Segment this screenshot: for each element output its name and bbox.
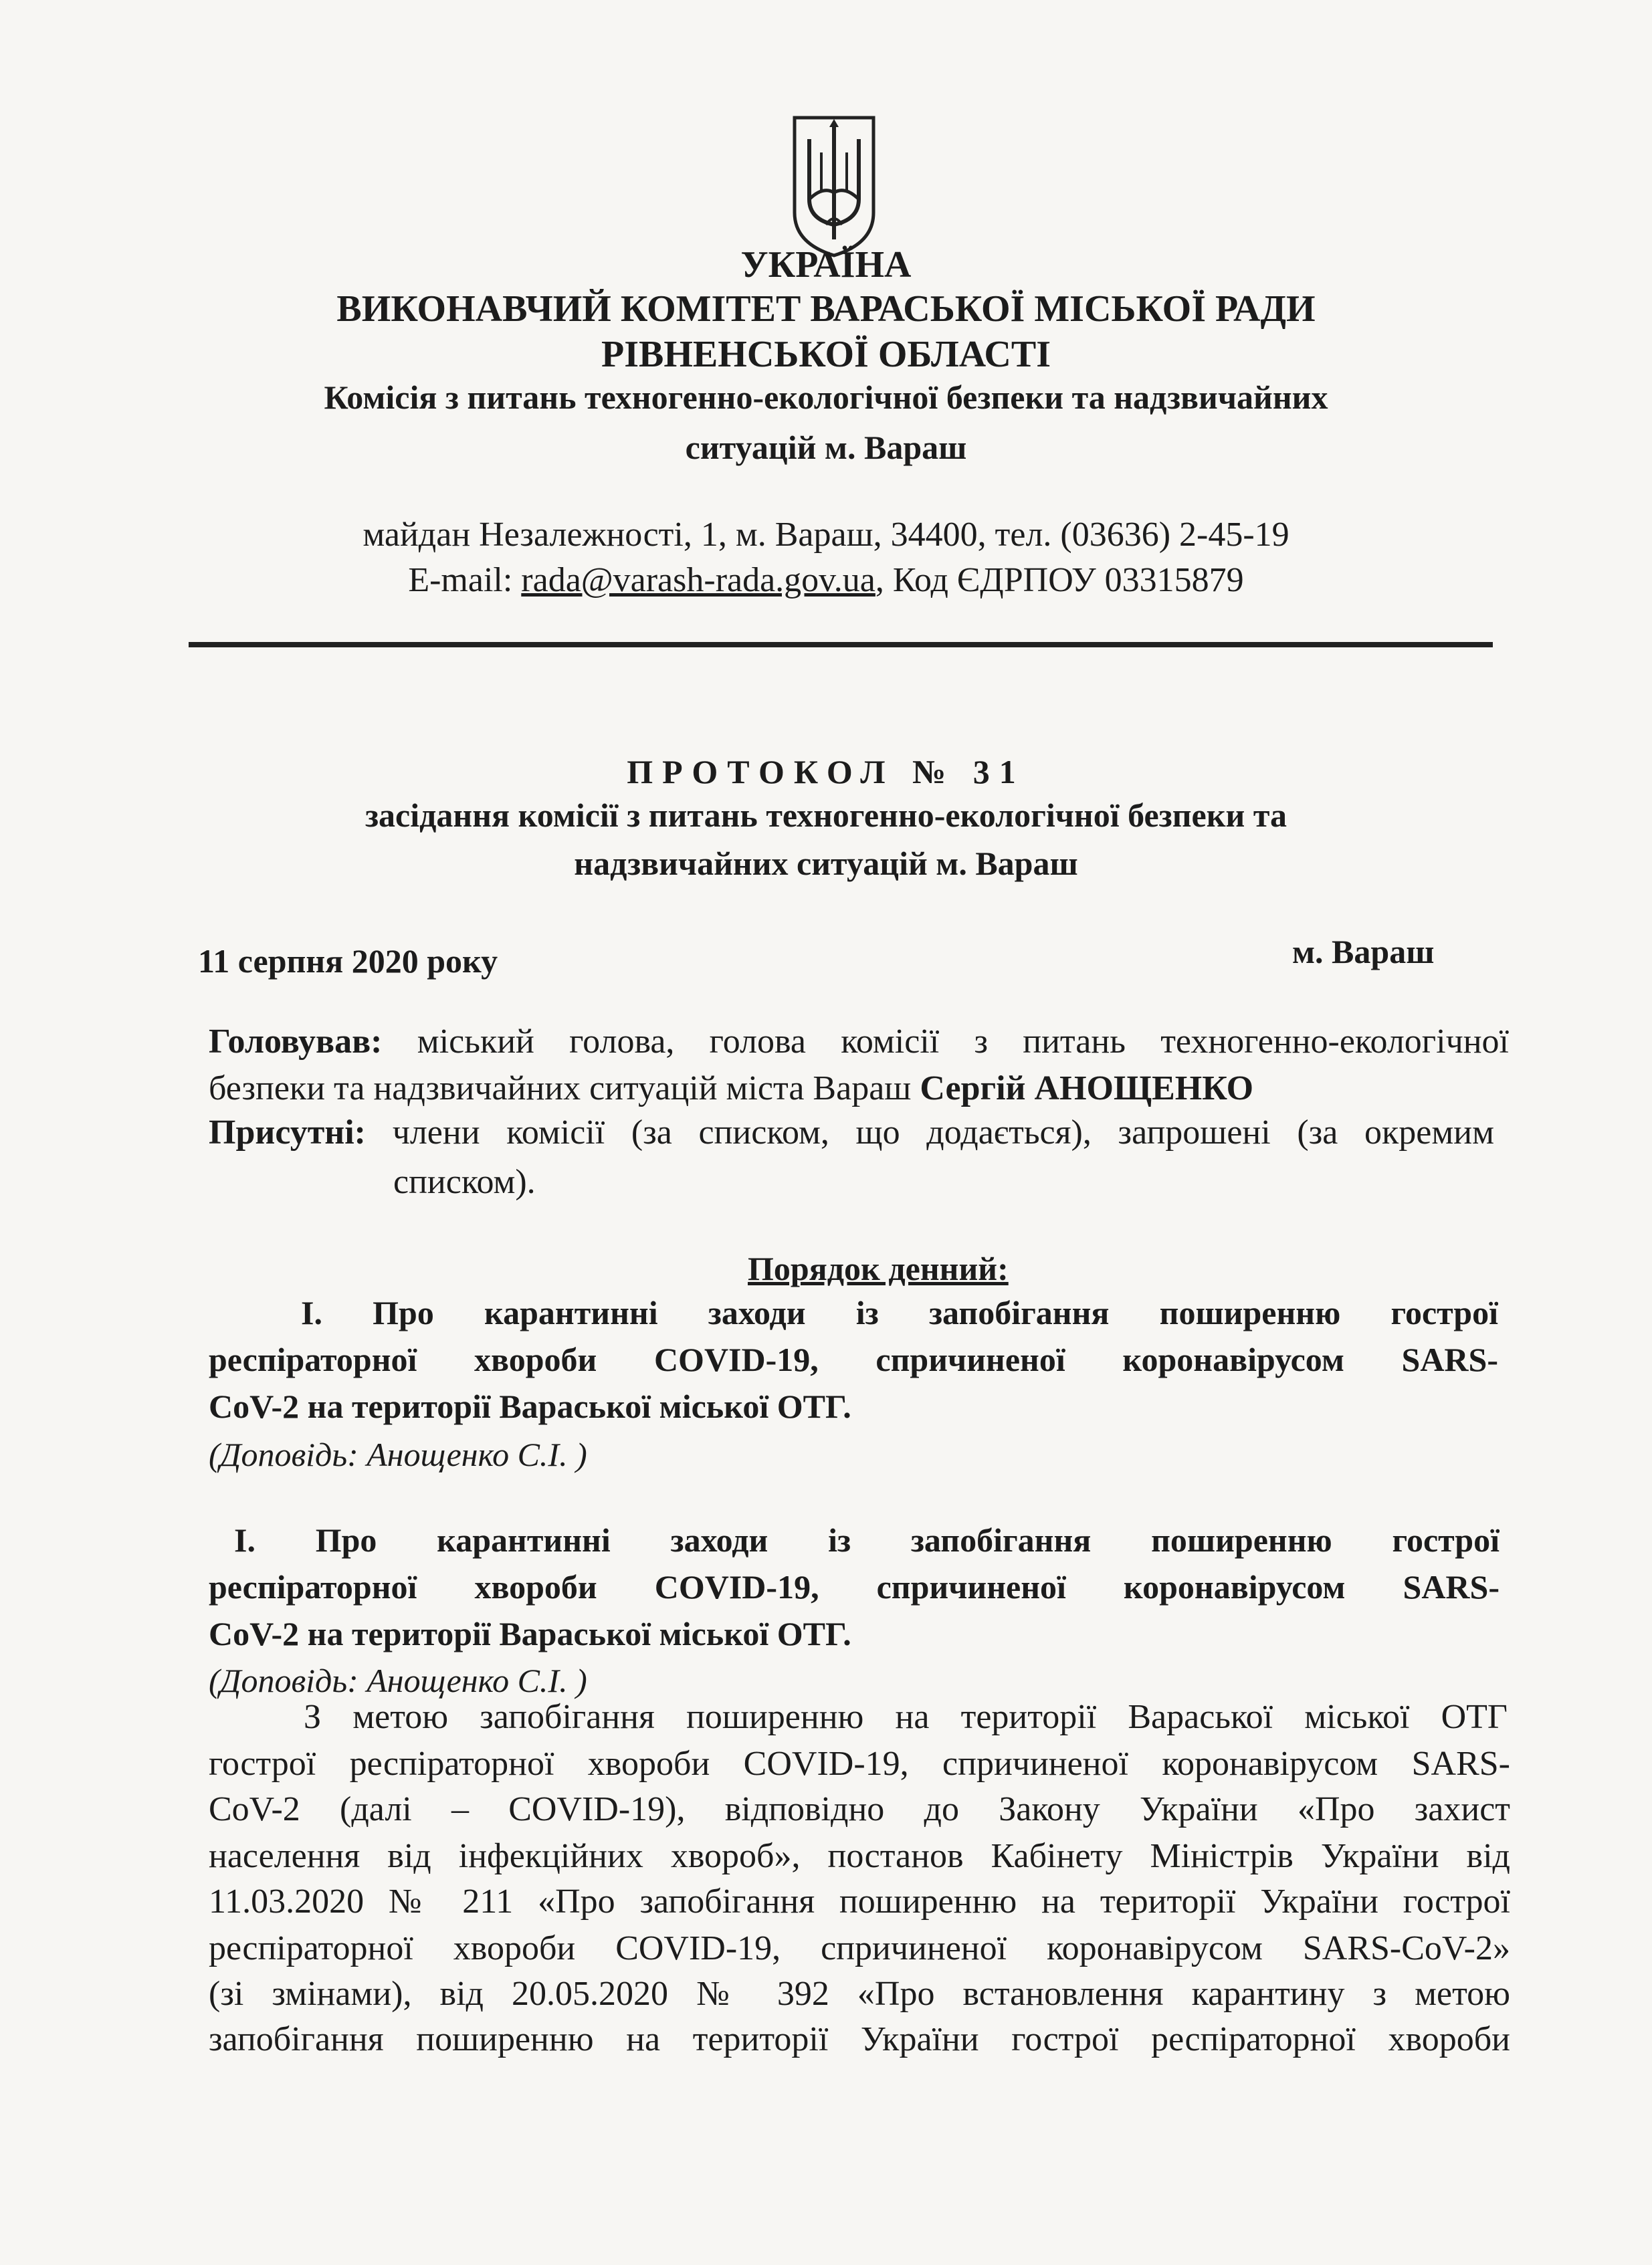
chair-name: Сергій АНОЩЕНКО — [920, 1069, 1254, 1107]
section-number: І. — [234, 1521, 255, 1559]
protocol-title: ПРОТОКОЛ № 31 — [627, 753, 1025, 790]
email-label: E-mail: — [408, 561, 522, 599]
commission-heading-line1: Комісія з питань техногенно-екологічної безпеки та надзвичайних — [324, 379, 1328, 416]
agenda-item-line2: респіраторної хвороби COVID-19, спричиненої коронавірусом SARS- — [209, 1341, 1498, 1378]
agenda-item-number: І. — [301, 1294, 322, 1331]
chair-line2 — [209, 1069, 1253, 1108]
email-link[interactable]: rada@varash-rada.gov.ua — [521, 561, 875, 599]
present-line1 — [209, 1113, 1494, 1152]
section-speaker: (Доповідь: Анощенко С.І. ) — [209, 1662, 587, 1699]
edrpou-code: , Код ЄДРПОУ 03315879 — [875, 561, 1244, 599]
region-heading: РІВНЕНСЬКОЇ ОБЛАСТІ — [601, 334, 1051, 375]
agenda-heading: Порядок денний: — [748, 1250, 1009, 1287]
section-heading-line3: CoV-2 на території Вараської міської ОТГ. — [209, 1615, 851, 1652]
chair-label: Головував: — [209, 1022, 383, 1061]
agenda-speaker: (Доповідь: Анощенко С.І. ) — [209, 1436, 587, 1473]
body-paragraph-line: CoV-2 (далі – COVID-19), відповідно до Закону України «Про захист — [209, 1790, 1510, 1828]
commission-heading-line2: ситуацій м. Вараш — [685, 429, 967, 466]
body-paragraph-line: (зі змінами), від 20.05.2020 № 392 «Про встановлення карантину з метою — [209, 1975, 1510, 2013]
protocol-subtitle-line1: засідання комісії з питань техногенно-екологічної безпеки та — [365, 796, 1287, 834]
body-paragraph-line: гострої респіраторної хвороби COVID-19, спричиненої коронавірусом SARS- — [209, 1745, 1510, 1783]
coat-of-arms-icon — [789, 112, 879, 258]
protocol-subtitle-line2: надзвичайних ситуацій м. Вараш — [574, 845, 1078, 882]
protocol-place: м. Вараш — [1292, 933, 1435, 970]
body-paragraph-line: населення від інфекційних хвороб», постанов Кабінету Міністрів України від — [209, 1837, 1510, 1875]
country-heading: УКРАЇНА — [740, 244, 912, 286]
body-paragraph-line: запобігання поширенню на території України гострої респіраторної хвороби — [209, 2020, 1510, 2058]
address-line: майдан Незалежності, 1, м. Вараш, 34400, тел. (03636) 2-45-19 — [363, 516, 1289, 554]
body-paragraph-line: З метою запобігання поширенню на території Вараської міської ОТГ — [304, 1698, 1508, 1736]
chair-text-line2: безпеки та надзвичайних ситуацій міста Вараш — [209, 1069, 920, 1107]
chair-text-line1: міський голова, голова комісії з питань техногенно-екологічної — [417, 1022, 1509, 1061]
contact-line — [0, 560, 1652, 600]
organization-heading: ВИКОНАВЧИЙ КОМІТЕТ ВАРАСЬКОЇ МІСЬКОЇ РАДИ — [336, 288, 1316, 330]
present-text-line1: члени комісії (за списком, що додається), запрошені (за окремим — [392, 1113, 1494, 1152]
present-text-line2: списком). — [393, 1163, 536, 1201]
section-heading-line2: респіраторної хвороби COVID-19, спричиненої коронавірусом SARS- — [209, 1568, 1500, 1606]
section-heading-line1: І. Про карантинні заходи із запобігання поширенню гострої — [234, 1521, 1500, 1559]
body-paragraph-line: респіраторної хвороби COVID-19, спричиненої коронавірусом SARS-CoV-2» — [209, 1929, 1510, 1967]
header-divider — [189, 642, 1493, 647]
body-paragraph-line: 11.03.2020 № 211 «Про запобігання поширенню на території України гострої — [209, 1882, 1510, 1921]
agenda-item-line3: CoV-2 на території Вараської міської ОТГ. — [209, 1388, 851, 1425]
present-label: Присутні: — [209, 1113, 366, 1152]
chair-line1 — [209, 1022, 1509, 1061]
protocol-date: 11 серпня 2020 року — [198, 942, 498, 980]
agenda-item-line1: І. Про карантинні заходи із запобігання поширенню гострої — [301, 1294, 1498, 1331]
